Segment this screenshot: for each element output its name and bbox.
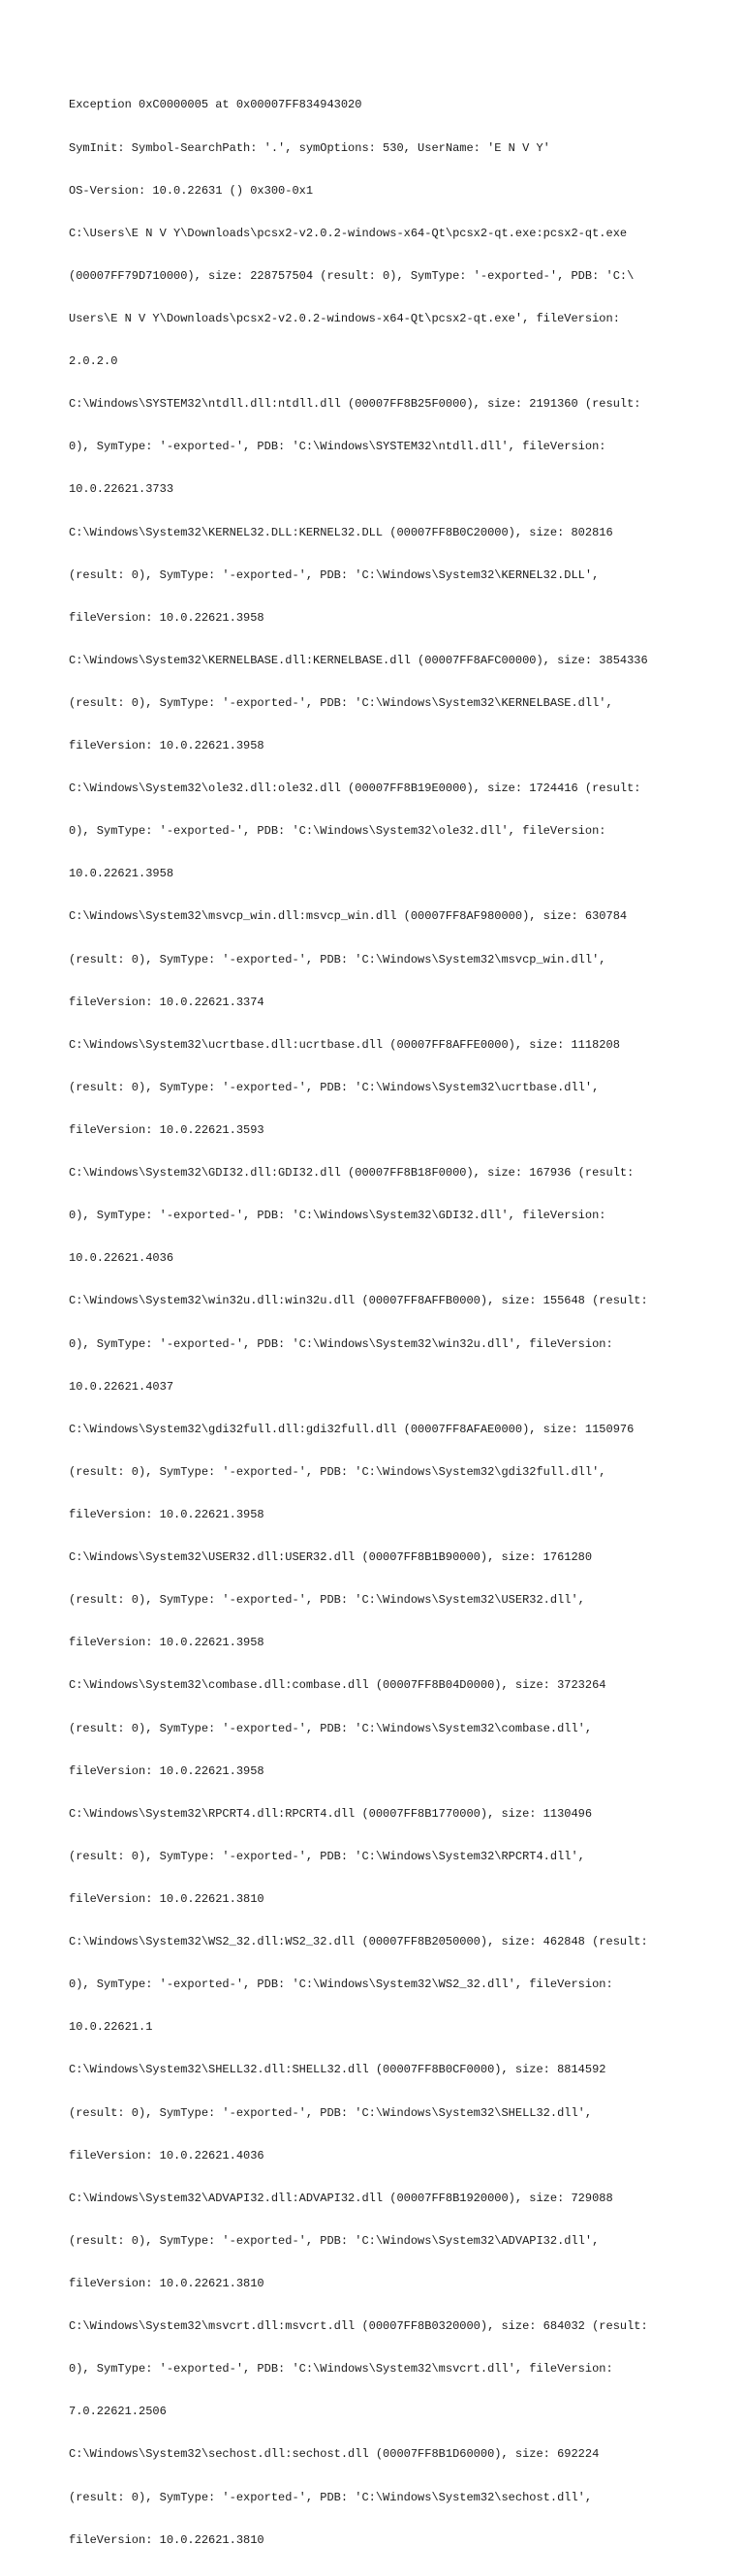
log-line: 2.0.2.0 — [69, 354, 118, 369]
log-line: fileVersion: 10.0.22621.3958 — [69, 739, 264, 753]
log-line: Users\E N V Y\Downloads\pcsx2-v2.0.2-windows-x64-Qt\pcsx2-qt.exe', fileVersion: — [69, 311, 620, 325]
log-line: fileVersion: 10.0.22621.3593 — [69, 1123, 264, 1138]
log-line: fileVersion: 10.0.22621.3810 — [69, 2276, 264, 2290]
log-line: Exception 0xC0000005 at 0x00007FF834943020 — [69, 98, 362, 112]
log-line: (result: 0), SymType: '-exported-', PDB: 'C:\Windows\System32\USER32.dll', — [69, 1593, 585, 1608]
log-line: C:\Users\E N V Y\Downloads\pcsx2-v2.0.2-windows-x64-Qt\pcsx2-qt.exe:pcsx2-qt.exe — [69, 226, 628, 240]
log-line: 0), SymType: '-exported-', PDB: 'C:\Windows\SYSTEM32\ntdll.dll', fileVersion: — [69, 440, 606, 454]
log-line: fileVersion: 10.0.22621.4036 — [69, 2148, 264, 2162]
log-line: C:\Windows\System32\combase.dll:combase.dll (00007FF8B04D0000), size: 3723264 — [69, 1678, 606, 1693]
log-line: (result: 0), SymType: '-exported-', PDB: 'C:\Windows\System32\sechost.dll', — [69, 2490, 593, 2504]
log-line: OS-Version: 10.0.22631 () 0x300-0x1 — [69, 183, 314, 198]
log-line: C:\Windows\System32\msvcrt.dll:msvcrt.dll (00007FF8B0320000), size: 684032 (result: — [69, 2319, 648, 2334]
log-line: (result: 0), SymType: '-exported-', PDB: 'C:\Windows\System32\KERNELBASE.dll', — [69, 695, 613, 710]
log-line: C:\Windows\System32\KERNELBASE.dll:KERNELBASE.dll (00007FF8AFC00000), size: 3854336 — [69, 653, 648, 667]
log-line: fileVersion: 10.0.22621.3958 — [69, 1636, 264, 1650]
log-line: C:\Windows\System32\ADVAPI32.dll:ADVAPI32.dll (00007FF8B1920000), size: 729088 — [69, 2191, 613, 2205]
log-line: C:\Windows\System32\ucrtbase.dll:ucrtbase.dll (00007FF8AFFE0000), size: 1118208 — [69, 1037, 620, 1052]
log-line: fileVersion: 10.0.22621.3810 — [69, 1892, 264, 1906]
log-line: C:\Windows\System32\msvcp_win.dll:msvcp_win.dll (00007FF8AF980000), size: 630784 — [69, 909, 628, 924]
log-line: 0), SymType: '-exported-', PDB: 'C:\Windows\System32\GDI32.dll', fileVersion: — [69, 1209, 606, 1223]
log-line: 10.0.22621.1 — [69, 2020, 153, 2035]
log-line: (00007FF79D710000), size: 228757504 (result: 0), SymType: '-exported-', PDB: 'C:\ — [69, 268, 635, 283]
log-line: C:\Windows\System32\gdi32full.dll:gdi32full.dll (00007FF8AFAE0000), size: 1150976 — [69, 1422, 635, 1436]
log-line: (result: 0), SymType: '-exported-', PDB: 'C:\Windows\System32\ADVAPI32.dll', — [69, 2233, 600, 2248]
log-line: C:\Windows\System32\ole32.dll:ole32.dll (00007FF8B19E0000), size: 1724416 (result: — [69, 782, 641, 796]
log-line: C:\Windows\System32\WS2_32.dll:WS2_32.dll (00007FF8B2050000), size: 462848 (result: — [69, 1935, 648, 1949]
log-line: 0), SymType: '-exported-', PDB: 'C:\Windows\System32\ole32.dll', fileVersion: — [69, 824, 606, 839]
log-line: 0), SymType: '-exported-', PDB: 'C:\Windows\System32\msvcrt.dll', fileVersion: — [69, 2362, 613, 2377]
log-line: 7.0.22621.2506 — [69, 2405, 167, 2419]
log-line: SymInit: Symbol-SearchPath: '.', symOptions: 530, UserName: 'E N V Y' — [69, 140, 550, 155]
log-line: C:\Windows\System32\USER32.dll:USER32.dll (00007FF8B1B90000), size: 1761280 — [69, 1550, 593, 1565]
log-line: fileVersion: 10.0.22621.3810 — [69, 2532, 264, 2547]
log-line: C:\Windows\System32\SHELL32.dll:SHELL32.dll (00007FF8B0CF0000), size: 8814592 — [69, 2063, 606, 2077]
log-line: fileVersion: 10.0.22621.3958 — [69, 1763, 264, 1778]
log-line: (result: 0), SymType: '-exported-', PDB: 'C:\Windows\System32\msvcp_win.dll', — [69, 952, 606, 966]
log-line: 0), SymType: '-exported-', PDB: 'C:\Windows\System32\win32u.dll', fileVersion: — [69, 1336, 613, 1351]
log-line: 10.0.22621.4037 — [69, 1379, 174, 1394]
log-line: (result: 0), SymType: '-exported-', PDB: 'C:\Windows\System32\gdi32full.dll', — [69, 1464, 606, 1479]
log-line: (result: 0), SymType: '-exported-', PDB: 'C:\Windows\System32\combase.dll', — [69, 1721, 593, 1735]
log-line: 10.0.22621.4036 — [69, 1251, 174, 1266]
log-line: (result: 0), SymType: '-exported-', PDB: 'C:\Windows\System32\KERNEL32.DLL', — [69, 567, 600, 582]
log-line: 0), SymType: '-exported-', PDB: 'C:\Windows\System32\WS2_32.dll', fileVersion: — [69, 1978, 613, 1992]
log-line: C:\Windows\System32\KERNEL32.DLL:KERNEL32.DLL (00007FF8B0C20000), size: 802816 — [69, 525, 613, 539]
log-line: (result: 0), SymType: '-exported-', PDB: 'C:\Windows\System32\SHELL32.dll', — [69, 2105, 593, 2120]
log-line: (result: 0), SymType: '-exported-', PDB: 'C:\Windows\System32\RPCRT4.dll', — [69, 1849, 585, 1863]
log-line: (result: 0), SymType: '-exported-', PDB: 'C:\Windows\System32\ucrtbase.dll', — [69, 1080, 600, 1094]
crash-log-text — [69, 70, 689, 2576]
log-line: fileVersion: 10.0.22621.3374 — [69, 995, 264, 1009]
log-line: C:\Windows\System32\GDI32.dll:GDI32.dll (00007FF8B18F0000), size: 167936 (result: — [69, 1166, 635, 1181]
log-line: C:\Windows\System32\RPCRT4.dll:RPCRT4.dll (00007FF8B1770000), size: 1130496 — [69, 1806, 593, 1821]
log-line: C:\Windows\System32\sechost.dll:sechost.dll (00007FF8B1D60000), size: 692224 — [69, 2447, 600, 2462]
log-line: C:\Windows\System32\win32u.dll:win32u.dll (00007FF8AFFB0000), size: 155648 (result: — [69, 1294, 648, 1308]
log-line: 10.0.22621.3958 — [69, 867, 174, 881]
log-line: fileVersion: 10.0.22621.3958 — [69, 610, 264, 625]
log-line: fileVersion: 10.0.22621.3958 — [69, 1508, 264, 1522]
log-line: 10.0.22621.3733 — [69, 482, 174, 497]
log-line: C:\Windows\SYSTEM32\ntdll.dll:ntdll.dll (00007FF8B25F0000), size: 2191360 (result: — [69, 397, 641, 412]
